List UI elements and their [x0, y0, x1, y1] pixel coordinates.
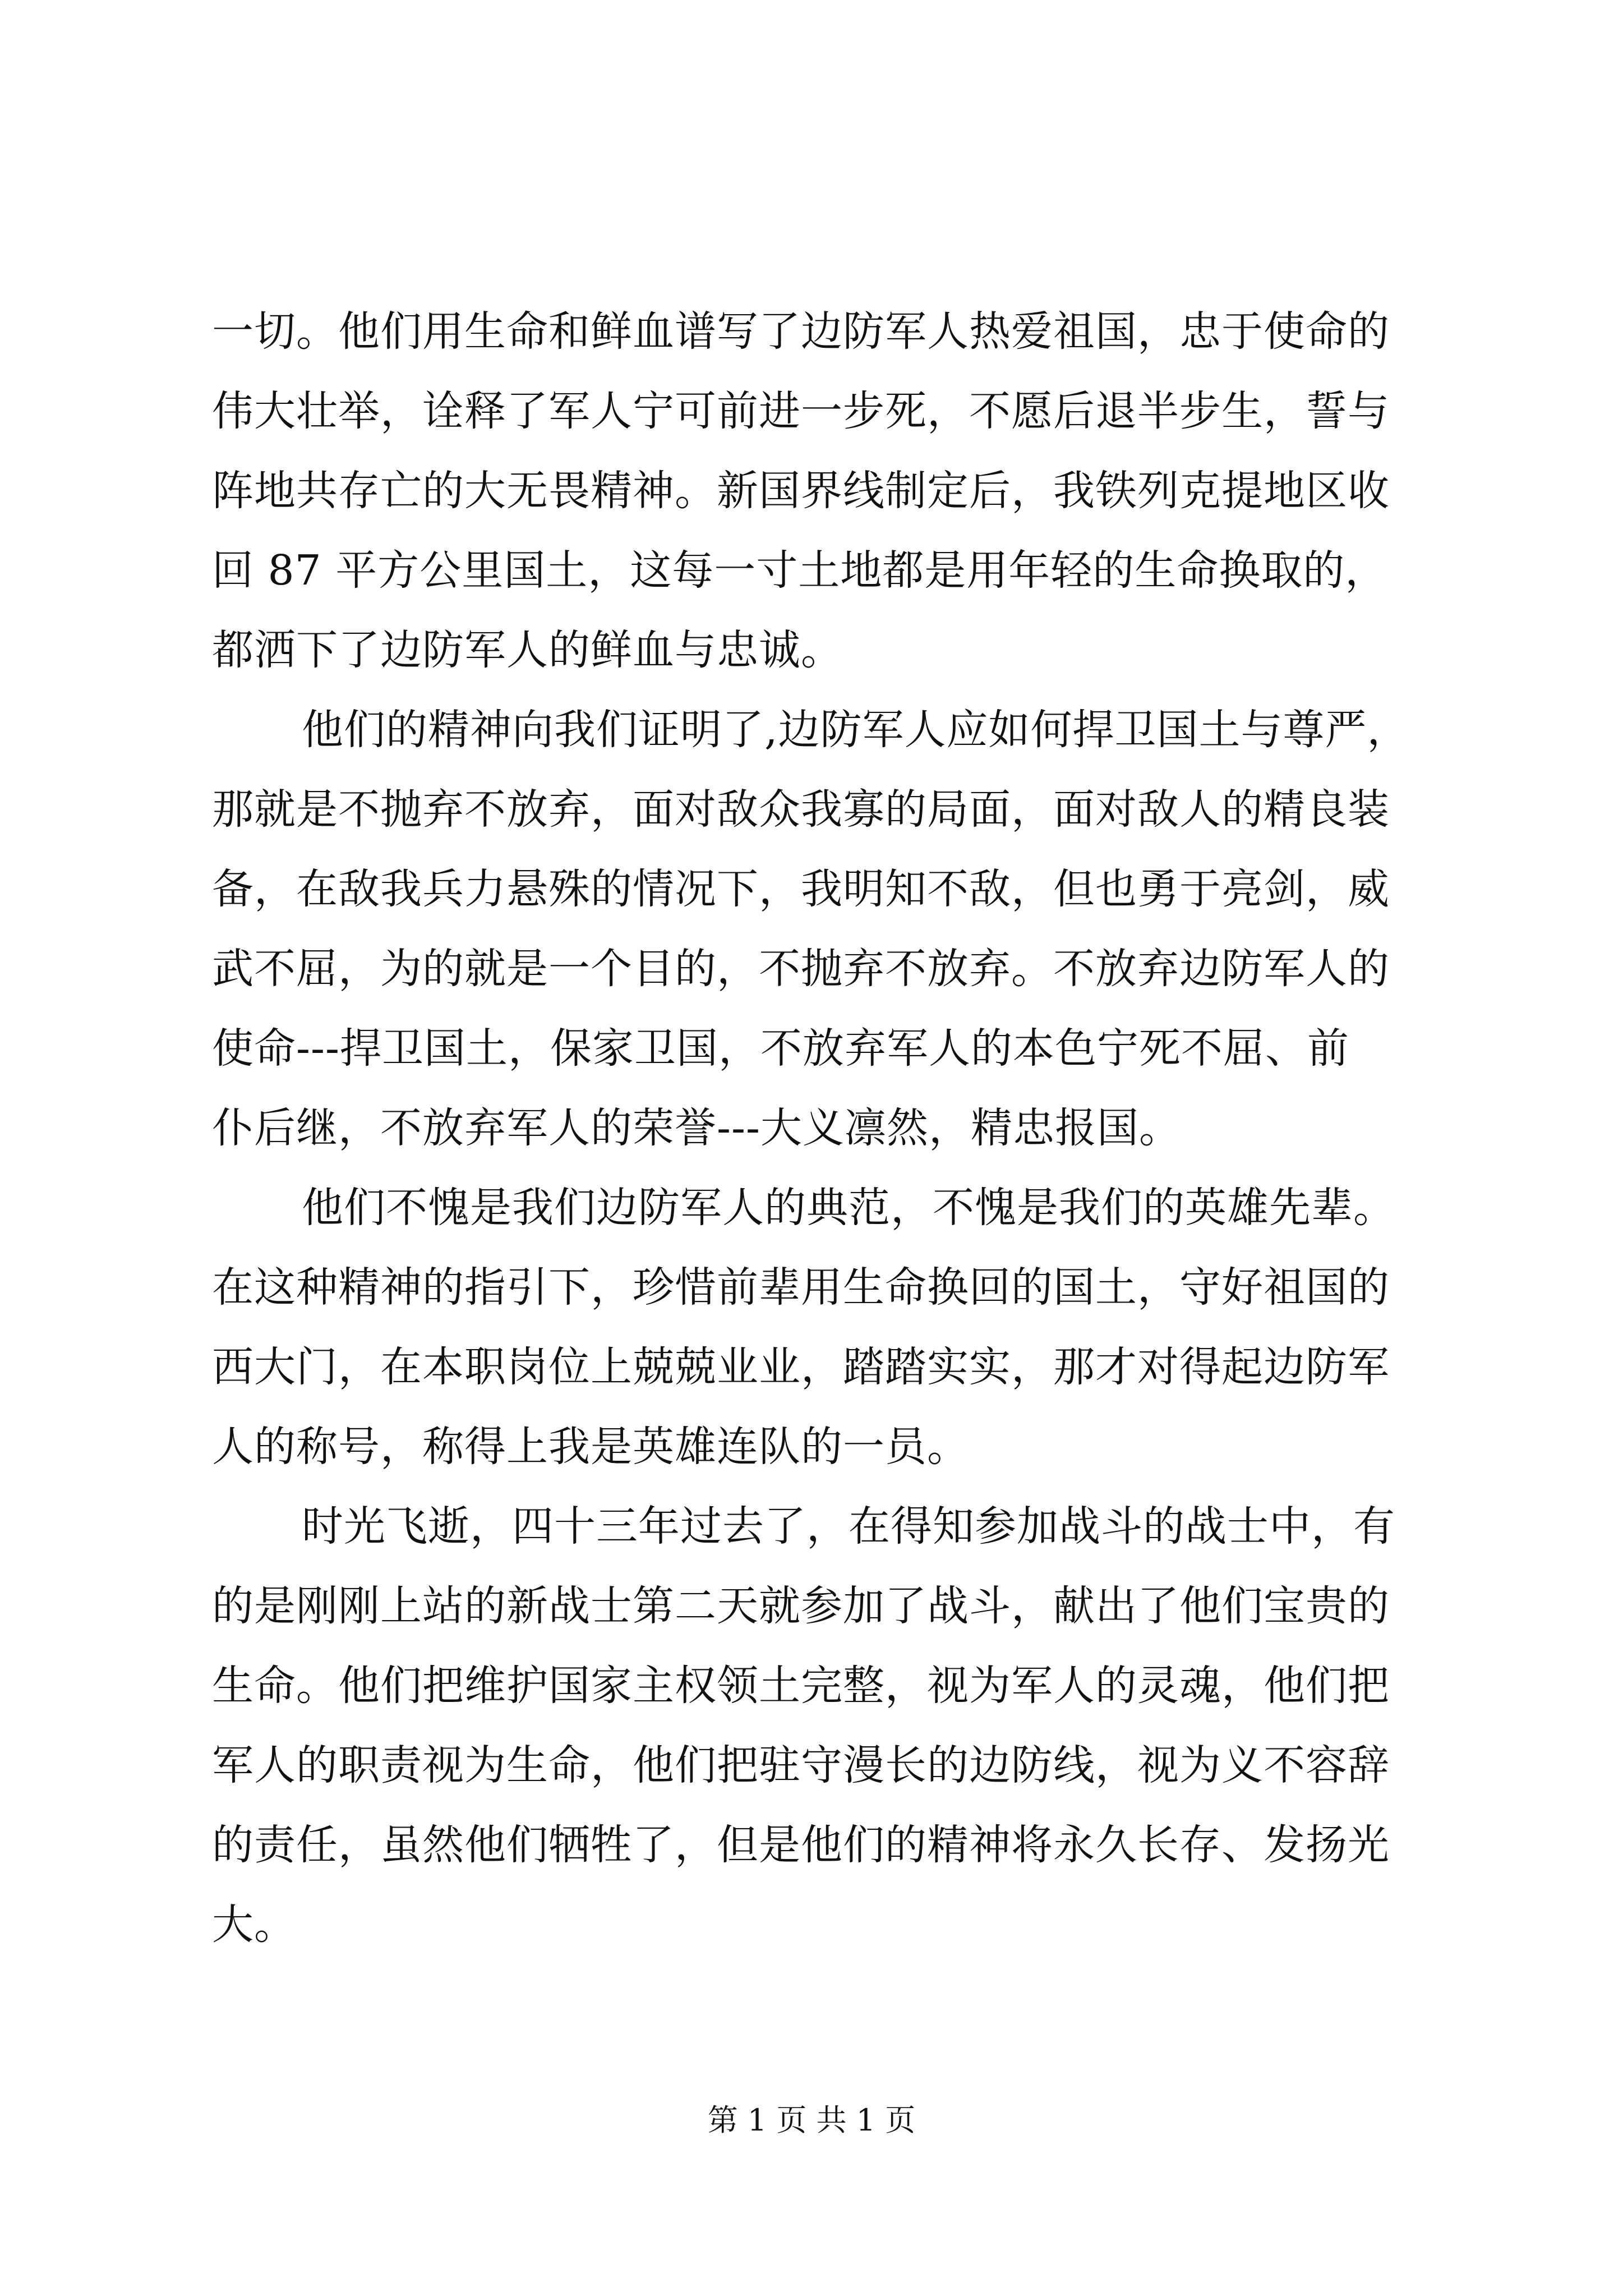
text-line: 人的称号，称得上我是英雄连队的一员。	[212, 1423, 969, 1471]
text-line: 军人的职责视为生命，他们把驻守漫长的边防线，视为义不容辞	[212, 1741, 1390, 1789]
text-line: 备，在敌我兵力悬殊的情况下，我明知不敌，但也勇于亮剑，威	[212, 865, 1390, 913]
text-line: 那就是不抛弃不放弃，面对敌众我寡的局面，面对敌人的精良装	[212, 785, 1390, 834]
text-line: 一切。他们用生命和鲜血谱写了边防军人热爱祖国，忠于使命的	[212, 307, 1390, 356]
text-line: 仆后继，不放弃军人的荣誉---大义凛然，精忠报国。	[212, 1104, 1182, 1152]
text-line: 的责任，虽然他们牺牲了，但是他们的精神将永久长存、发扬光	[212, 1821, 1390, 1869]
text-line: 阵地共存亡的大无畏精神。新国界线制定后，我铁列克提地区收	[212, 467, 1390, 515]
text-line: 在这种精神的指引下，珍惜前辈用生命换回的国土，守好祖国的	[212, 1263, 1390, 1312]
text-line: 生命。他们把维护国家主权领土完整，视为军人的灵魂，他们把	[212, 1662, 1390, 1710]
paragraph-first-line: 他们的精神向我们证明了,边防军人应如何捍卫国土与尊严，	[302, 706, 1409, 754]
paragraph-first-line: 他们不愧是我们边防军人的典范，不愧是我们的英雄先辈。	[302, 1184, 1395, 1232]
page-footer: 第 1 页 共 1 页	[707, 2102, 916, 2138]
text-line: 大。	[212, 1901, 296, 1949]
text-line: 西大门，在本职岗位上兢兢业业，踏踏实实，那才对得起边防军	[212, 1343, 1390, 1391]
text-line: 伟大壮举，诠释了军人宁可前进一步死，不愿后退半步生，誓与	[212, 387, 1390, 435]
text-line: 回 87 平方公里国土，这每一寸土地都是用年轻的生命换取的，	[212, 546, 1387, 595]
document-body	[212, 292, 1423, 1964]
text-line: 的是刚刚上站的新战士第二天就参加了战斗，献出了他们宝贵的	[212, 1582, 1390, 1630]
text-line: 武不屈，为的就是一个目的，不抛弃不放弃。不放弃边防军人的	[212, 945, 1390, 993]
text-line: 使命---捍卫国土，保家卫国，不放弃军人的本色宁死不屈、前	[212, 1024, 1350, 1073]
text-line: 都洒下了边防军人的鲜血与忠诚。	[212, 626, 843, 674]
paragraph-first-line: 时光飞逝，四十三年过去了，在得知参加战斗的战士中，有	[302, 1502, 1395, 1550]
